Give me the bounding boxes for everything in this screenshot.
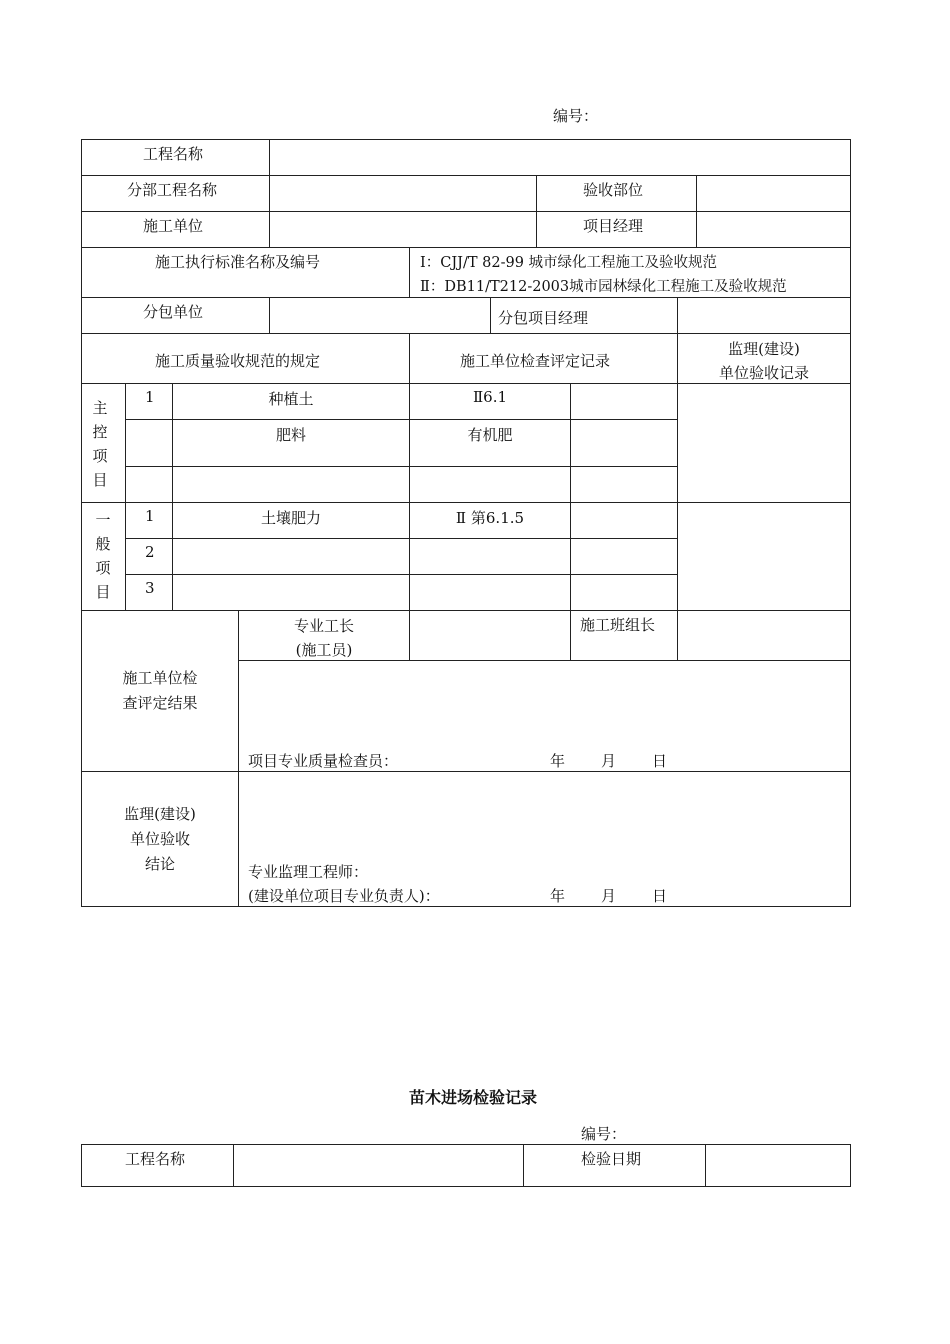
project-name-value[interactable] bbox=[270, 140, 850, 175]
conclusion-label-line-2: 单位验收 bbox=[129, 830, 190, 848]
check-record-header: 施工单位检查评定记录 bbox=[460, 352, 611, 370]
project-name-label: 工程名称 bbox=[143, 145, 204, 163]
general-row-no: 3 bbox=[145, 579, 155, 597]
sub-project-name-value[interactable] bbox=[270, 176, 536, 211]
main-items-char: 主 bbox=[92, 399, 108, 417]
result-label-line-2: 查评定结果 bbox=[122, 694, 198, 712]
general-row-ref: Ⅱ 第6.1.5 bbox=[455, 509, 525, 527]
owner-label: (建设单位项目专业负责人)： bbox=[248, 887, 440, 905]
main-items-char: 目 bbox=[92, 471, 108, 489]
standard-line-1: Ⅰ：CJJ/T 82-99 城市绿化工程施工及验收规范 bbox=[420, 255, 718, 271]
main-row-no: 1 bbox=[145, 388, 155, 406]
standard-line-2: Ⅱ：DB11/T212-2003城市园林绿化工程施工及验收规范 bbox=[420, 279, 787, 295]
form-title: 苗木进场检验记录 bbox=[409, 1088, 538, 1107]
subcontract-unit-label: 分包单位 bbox=[143, 303, 204, 321]
inspector-label: 项目专业质量检查员： bbox=[248, 752, 399, 770]
number-label: 编号： bbox=[581, 1125, 627, 1143]
foreman-label bbox=[239, 614, 409, 662]
project-name-value[interactable] bbox=[234, 1145, 523, 1186]
conclusion-year: 年 bbox=[550, 887, 566, 905]
foreman-value[interactable] bbox=[410, 611, 570, 660]
conclusion-label-line-1: 监理(建设) bbox=[124, 805, 196, 823]
conclusion-month: 月 bbox=[601, 887, 617, 905]
team-leader-value[interactable] bbox=[678, 611, 850, 660]
conclusion-label bbox=[82, 802, 238, 877]
conclusion-day: 日 bbox=[652, 887, 668, 905]
number-label: 编号： bbox=[553, 107, 599, 125]
supervision-header bbox=[678, 337, 850, 385]
general-items-char: 目 bbox=[95, 583, 111, 601]
general-row-no: 1 bbox=[145, 507, 155, 525]
project-name-label: 工程名称 bbox=[125, 1150, 186, 1168]
result-label-line-1: 施工单位检 bbox=[122, 669, 198, 687]
acceptance-part-value[interactable] bbox=[697, 176, 850, 211]
inspection-date-value[interactable] bbox=[706, 1145, 850, 1186]
supervision-header-line-1: 监理(建设) bbox=[728, 340, 800, 358]
construction-unit-value[interactable] bbox=[270, 212, 536, 247]
project-manager-value[interactable] bbox=[697, 212, 850, 247]
main-row-item: 种植土 bbox=[268, 390, 314, 408]
standard-label: 施工执行标准名称及编号 bbox=[155, 253, 321, 271]
team-leader-label: 施工班组长 bbox=[580, 616, 656, 634]
general-items-char: 项 bbox=[95, 559, 111, 577]
general-row-item: 土壤肥力 bbox=[260, 509, 321, 527]
general-items-char: 般 bbox=[95, 535, 111, 553]
supervision-header-line-2: 单位验收记录 bbox=[718, 364, 809, 382]
project-manager-label: 项目经理 bbox=[583, 217, 644, 235]
foreman-line-1: 专业工长 bbox=[293, 617, 354, 635]
main-row-item: 肥料 bbox=[275, 426, 306, 444]
main-row-ref: 有机肥 bbox=[467, 426, 513, 444]
construction-unit-label: 施工单位 bbox=[143, 217, 204, 235]
general-row-no: 2 bbox=[145, 543, 155, 561]
main-items-label bbox=[85, 396, 115, 492]
result-day: 日 bbox=[652, 752, 668, 770]
foreman-line-2: (施工员) bbox=[295, 641, 353, 659]
main-items-char: 项 bbox=[92, 447, 108, 465]
spec-header: 施工质量验收规范的规定 bbox=[155, 352, 321, 370]
general-items-label bbox=[88, 508, 118, 604]
result-label bbox=[82, 666, 238, 716]
subcontract-unit-value[interactable] bbox=[270, 298, 490, 333]
acceptance-part-label: 验收部位 bbox=[583, 181, 644, 199]
general-items-char: 一 bbox=[95, 511, 111, 529]
engineer-label: 专业监理工程师： bbox=[248, 863, 369, 881]
conclusion-label-line-3: 结论 bbox=[144, 855, 175, 873]
inspection-date-label: 检验日期 bbox=[581, 1150, 642, 1168]
result-month: 月 bbox=[601, 752, 617, 770]
main-items-char: 控 bbox=[92, 423, 108, 441]
sub-project-name-label: 分部工程名称 bbox=[127, 181, 218, 199]
main-row-ref: Ⅱ6.1 bbox=[472, 388, 508, 406]
subcontract-manager-label: 分包项目经理 bbox=[498, 309, 589, 327]
result-year: 年 bbox=[550, 752, 566, 770]
subcontract-manager-value[interactable] bbox=[678, 298, 850, 333]
